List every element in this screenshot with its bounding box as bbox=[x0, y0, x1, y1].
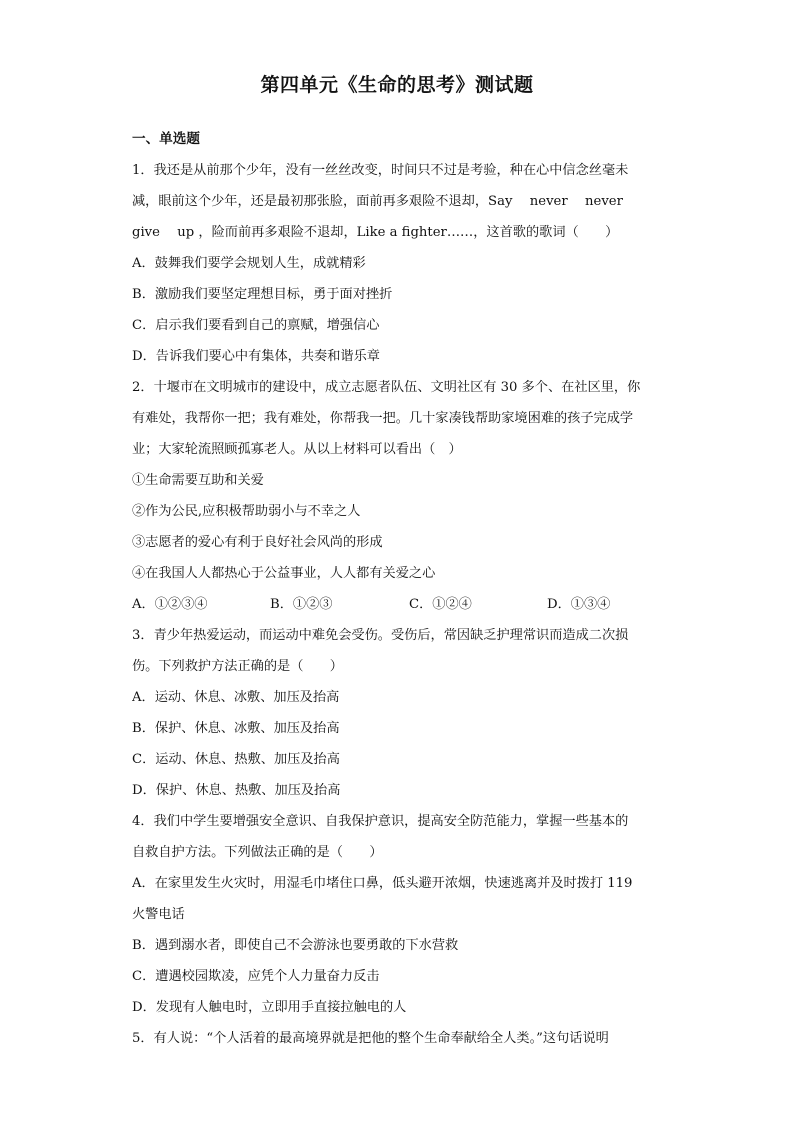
question-1-option-c: C．启示我们要看到自己的禀赋，增强信心 bbox=[132, 318, 380, 333]
exam-content bbox=[132, 124, 660, 1054]
question-2-line: 业；大家轮流照顾孤寡老人。从以上材料可以看出（ ） bbox=[132, 442, 462, 457]
question-3-option-c: C．运动、休息、热敷、加压及抬高 bbox=[132, 752, 340, 767]
question-4-line: 自救自护方法。下列做法正确的是（ ） bbox=[132, 845, 383, 860]
question-3-line: 伤。下列救护方法正确的是（ ） bbox=[132, 659, 343, 674]
question-4-option-c: C．遭遇校园欺凌，应凭个人力量奋力反击 bbox=[132, 969, 380, 984]
question-1-option-d: D．告诉我们要心中有集体，共奏和谐乐章 bbox=[132, 349, 380, 364]
question-1 bbox=[132, 155, 660, 372]
question-2-statement: ①生命需要互助和关爱 bbox=[132, 473, 264, 488]
question-2 bbox=[132, 372, 660, 620]
question-1-line: 减，眼前这个少年，还是最初那张脸，面前再多艰险不退却，Say never never bbox=[132, 194, 623, 209]
question-2-statement: ④在我国人人都热心于公益事业，人人都有关爱之心 bbox=[132, 566, 436, 581]
question-1-line: 1．我还是从前那个少年，没有一丝丝改变，时间只不过是考验，种在心中信念丝毫未 bbox=[132, 163, 629, 178]
question-4-option-b: B．遇到溺水者，即使自己不会游泳也要勇敢的下水营救 bbox=[132, 938, 459, 953]
question-1-option-a: A．鼓舞我们要学会规划人生，成就精彩 bbox=[132, 256, 366, 271]
question-4-option-d: D．发现有人触电时，立即用手直接拉触电的人 bbox=[132, 1000, 407, 1015]
question-5 bbox=[132, 1023, 660, 1054]
question-1-option-b: B．激励我们要坚定理想目标，勇于面对挫折 bbox=[132, 287, 393, 302]
question-2-line: 2．十堰市在文明城市的建设中，成立志愿者队伍、文明社区有 30 多个、在社区里，你 bbox=[132, 380, 641, 395]
question-2-line: 有难处，我帮你一把；我有难处，你帮我一把。几十家凑钱帮助家境困难的孩子完成学 bbox=[132, 411, 634, 426]
question-2-option-a: A．①②③④ bbox=[132, 597, 208, 612]
question-2-statement: ③志愿者的爱心有利于良好社会风尚的形成 bbox=[132, 535, 383, 550]
question-5-line: 5．有人说：“个人活着的最高境界就是把他的整个生命奉献给全人类。”这句话说明 bbox=[132, 1031, 609, 1046]
question-4-option-a: A．在家里发生火灾时，用湿毛巾堵住口鼻，低头避开浓烟，快速逃离并及时拨打 119 bbox=[132, 876, 633, 891]
question-2-options bbox=[132, 589, 660, 620]
question-4-line: 4．我们中学生要增强安全意识、自我保护意识，提高安全防范能力，掌握一些基本的 bbox=[132, 814, 629, 829]
question-2-option-c: C．①②④ bbox=[409, 597, 472, 612]
question-1-line: give up ，险而前再多艰险不退却，Like a fighter……，这首歌的歌词（ ） bbox=[132, 225, 619, 240]
question-4 bbox=[132, 806, 660, 1023]
exam-title: 第四单元《生命的思考》测试题 bbox=[260, 74, 534, 96]
question-3-option-d: D．保护、休息、热敷、加压及抬高 bbox=[132, 783, 341, 798]
question-3-option-a: A．运动、休息、冰敷、加压及抬高 bbox=[132, 690, 340, 705]
question-2-option-d: D．①③④ bbox=[547, 597, 611, 612]
question-3-option-b: B．保护、休息、冰敷、加压及抬高 bbox=[132, 721, 340, 736]
question-3-line: 3．青少年热爱运动，而运动中难免会受伤。受伤后，常因缺乏护理常识而造成二次损 bbox=[132, 628, 629, 643]
question-4-option-a-cont: 火警电话 bbox=[132, 907, 185, 922]
question-2-option-b: B．①②③ bbox=[270, 597, 333, 612]
section-heading: 一、单选题 bbox=[132, 131, 200, 147]
question-2-statement: ②作为公民,应积极帮助弱小与不幸之人 bbox=[132, 504, 361, 519]
question-3 bbox=[132, 620, 660, 806]
